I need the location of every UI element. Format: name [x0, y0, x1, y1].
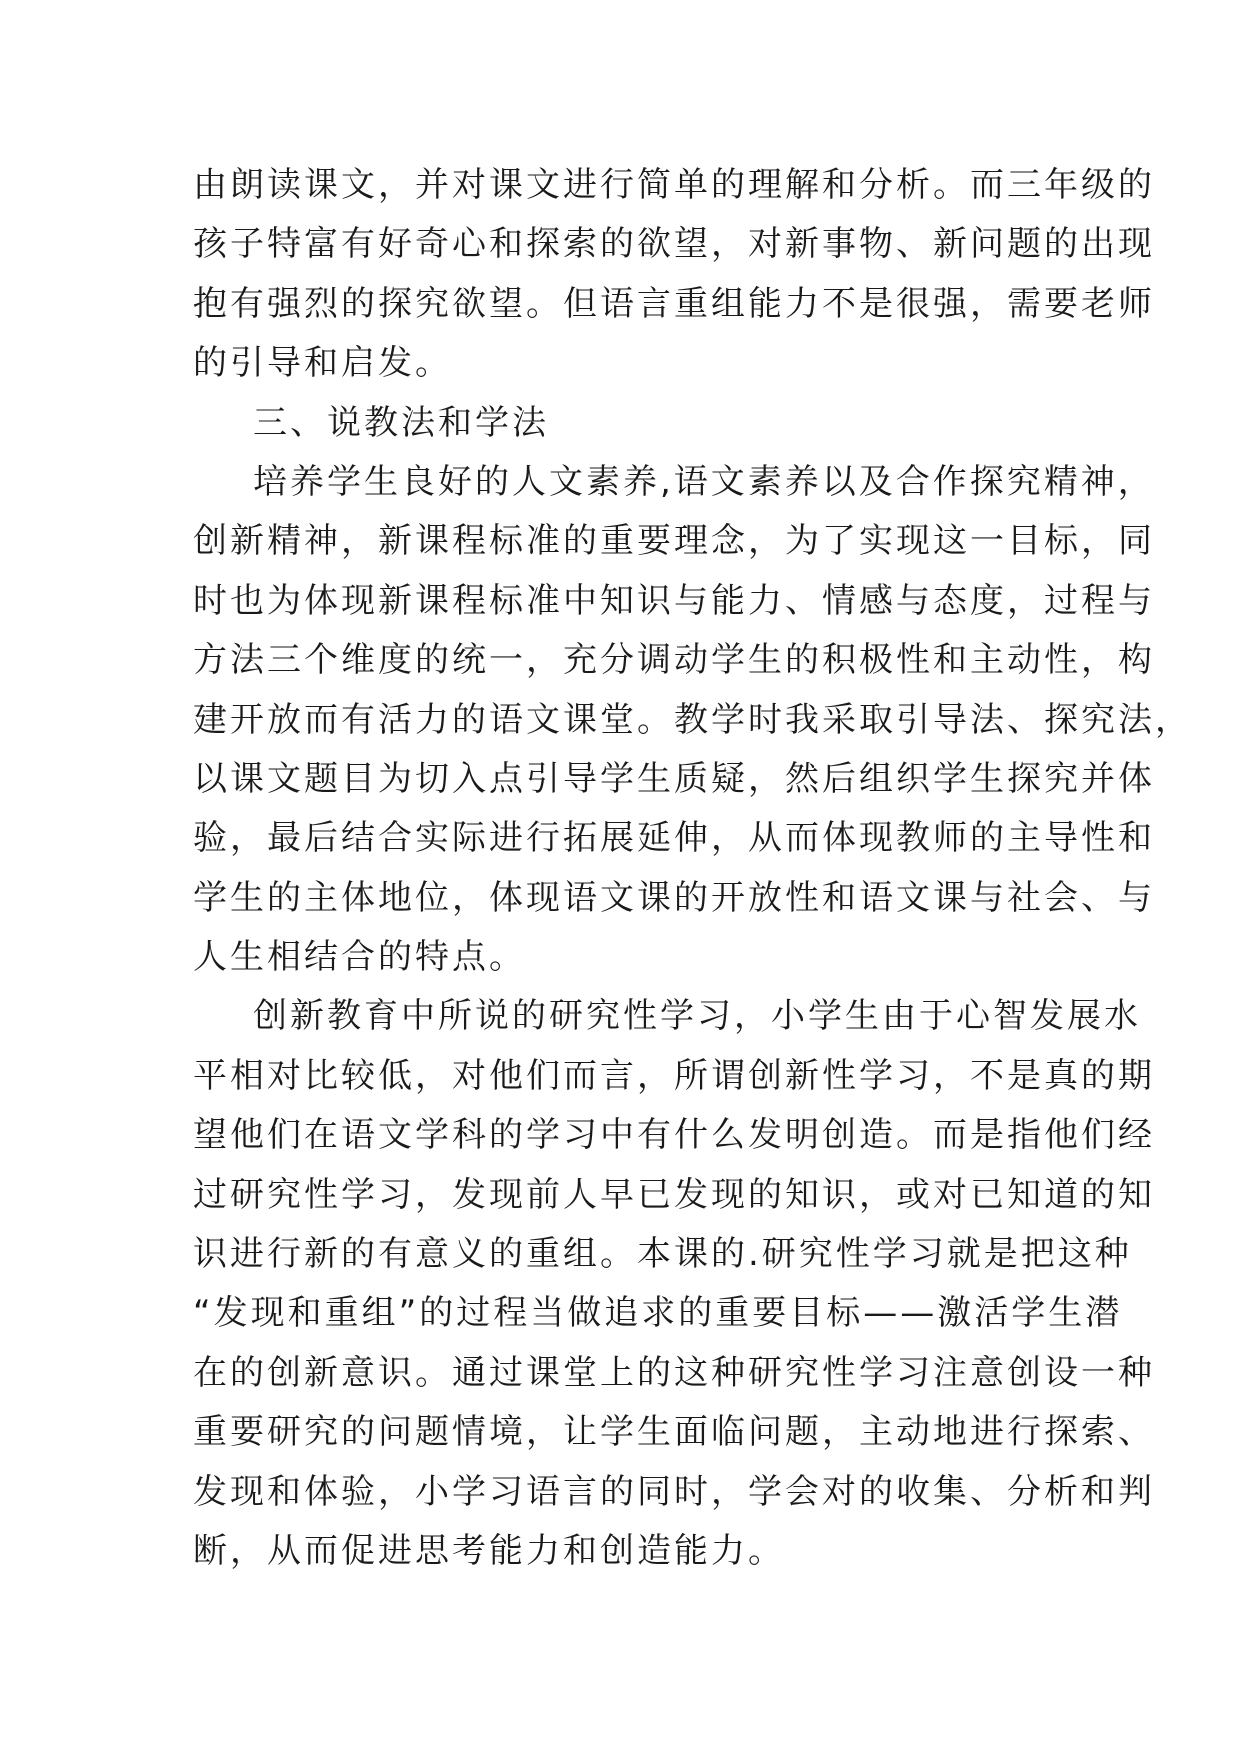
text-line: 建开放而有活力的语文课堂。教学时我采取引导法、探究法， — [193, 699, 1192, 740]
text-line: 培养学生良好的人文素养,语文素养以及合作探究精神， — [253, 461, 1155, 502]
text-line: 平相对比较低，对他们而言，所谓创新性学习，不是真的期 — [193, 1055, 1155, 1096]
text-line: 的引导和启发。 — [193, 343, 452, 384]
text-line: 在的创新意识。通过课堂上的这种研究性学习注意创设一种 — [193, 1352, 1155, 1393]
text-line: “发现和重组”的过程当做追求的重要目标——激活学生潜 — [193, 1293, 1123, 1334]
text-line: 识进行新的有意义的重组。本课的.研究性学习就是把这种 — [193, 1234, 1132, 1275]
body-text — [193, 156, 1192, 1581]
text-line: 抱有强烈的探究欲望。但语言重组能力不是很强，需要老师 — [193, 283, 1155, 324]
text-line: 发现和体验，小学习语言的同时，学会对的收集、分析和判 — [193, 1471, 1155, 1512]
text-line: 以课文题目为切入点引导学生质疑，然后组织学生探究并体 — [193, 758, 1155, 799]
text-line: 重要研究的问题情境，让学生面临问题，主动地进行探索、 — [193, 1412, 1155, 1453]
text-line: 方法三个维度的统一，充分调动学生的积极性和主动性，构 — [193, 640, 1155, 681]
text-line: 学生的主体地位，体现语文课的开放性和语文课与社会、与 — [193, 877, 1155, 918]
text-line: 由朗读课文，并对课文进行简单的理解和分析。而三年级的 — [193, 165, 1155, 205]
text-line: 时也为体现新课程标准中知识与能力、情感与态度，过程与 — [193, 580, 1155, 621]
text-line: 过研究性学习，发现前人早已发现的知识，或对已知道的知 — [193, 1174, 1155, 1215]
text-line: 创新精神，新课程标准的重要理念，为了实现这一目标，同 — [193, 521, 1155, 562]
text-line: 孩子特富有好奇心和探索的欲望，对新事物、新问题的出现 — [193, 224, 1155, 265]
text-line: 望他们在语文学科的学习中有什么发明创造。而是指他们经 — [193, 1115, 1155, 1156]
text-line: 人生相结合的特点。 — [193, 937, 526, 978]
section-heading: 三、说教法和学法 — [253, 402, 549, 443]
text-line: 创新教育中所说的研究性学习，小学生由于心智发展水 — [253, 996, 1141, 1037]
text-line: 断，从而促进思考能力和创造能力。 — [193, 1530, 785, 1571]
text-line: 验，最后结合实际进行拓展延伸，从而体现教师的主导性和 — [193, 818, 1155, 859]
